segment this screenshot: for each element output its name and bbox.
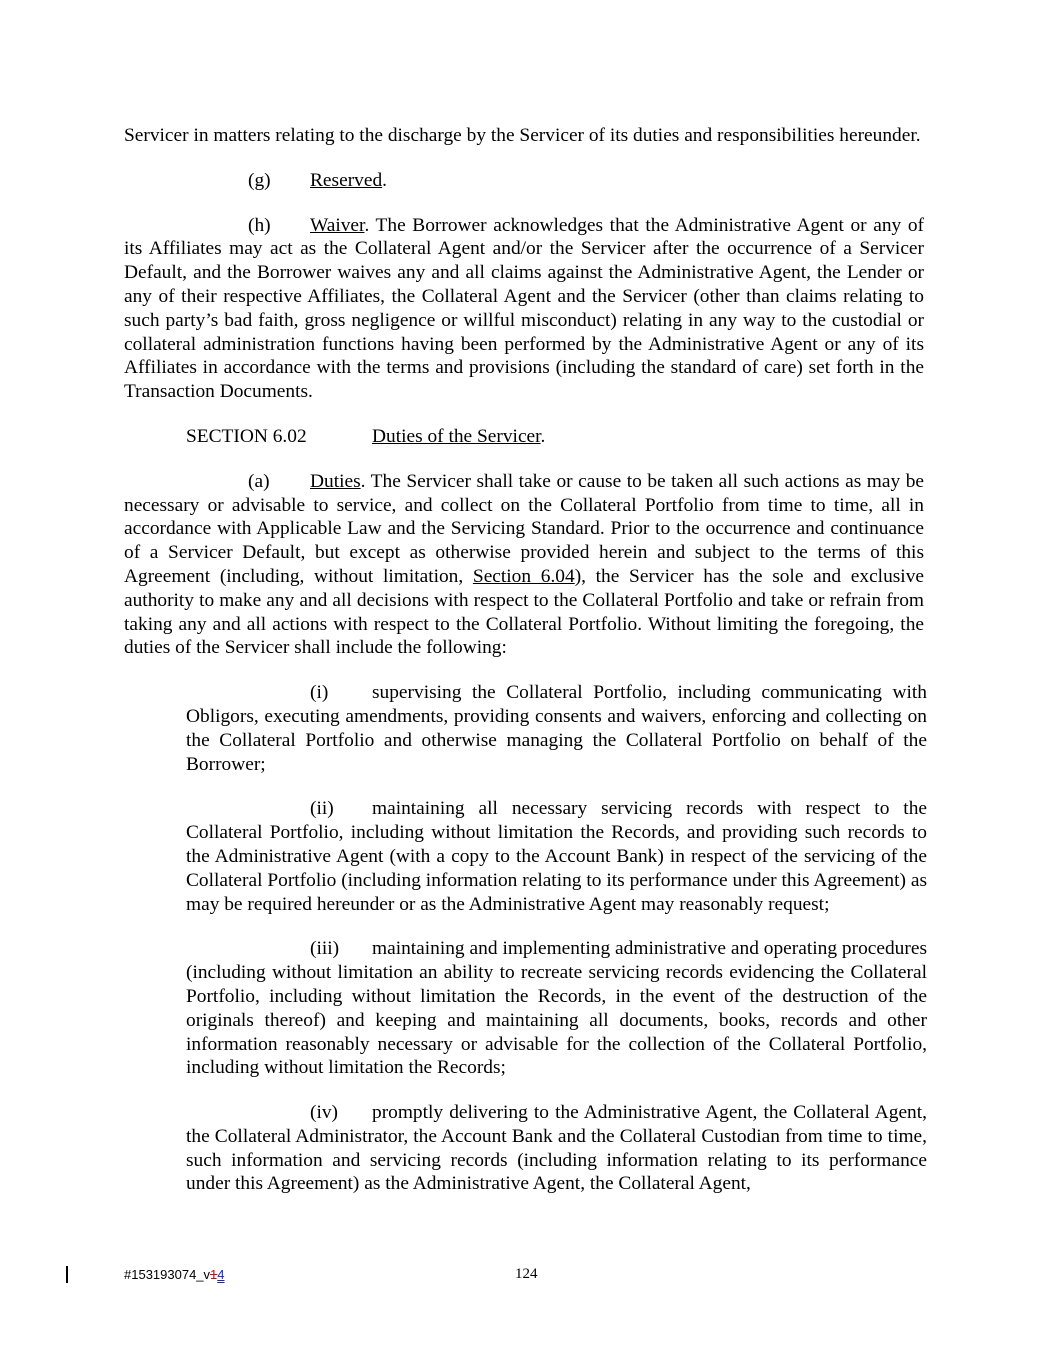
- clause-number: (g): [248, 169, 271, 191]
- clause-heading: Duties: [310, 470, 361, 492]
- clause-heading: Reserved: [310, 169, 383, 191]
- item-number: (iv): [310, 1102, 338, 1124]
- clause-a: [124, 470, 924, 660]
- section-heading: SECTION 6.02 Duties of the Servicer.: [186, 425, 546, 447]
- clause-number: (a): [248, 470, 270, 492]
- clause-g: (g) Reserved.: [248, 169, 388, 191]
- clause-number: (h): [248, 214, 271, 236]
- clause-text: ), the Servicer has the sole and exclusive authority to make any and all decisions with respect to the Collateral Portfolio and take or refrain from taking any and all actions with respect to the Collateral Portfolio. Without limiting the foregoing, the duties of the Servicer shall include the following:: [124, 565, 924, 659]
- list-item: [186, 1101, 927, 1196]
- section-title: Duties of the Servicer: [372, 425, 541, 447]
- item-text: supervising the Collateral Portfolio, including communicating with Obligors, executing amendments, providing consents and waivers, enforcing and collecting on the Collateral Portfolio and otherwise managing the Collateral Portfolio on behalf of the Borrower;: [186, 682, 927, 775]
- item-number: (iii): [310, 938, 340, 960]
- inserted-text: 4: [217, 1267, 225, 1282]
- clause-text: . The Borrower acknowledges that the Administrative Agent or any of its Affiliates may act as the Collateral Agent and/or the Servicer after the occurrence of a Servicer Default, and the Borrower waives any and all claims against the Administrative Agent, the Lender or any of their respective Affiliates, the Collateral Agent and the Servicer (other than claims relating to such party’s bad faith, gross negligence or willful misconduct) relating in any way to the custodial or collateral administration functions having been performed by the Administrative Agent or any of its Affiliates in accordance with the terms and provisions (including the standard of care) set forth in the Transaction Documents.: [124, 214, 924, 403]
- list-item: [186, 937, 927, 1080]
- list-item: [186, 681, 927, 776]
- item-number: (ii): [310, 798, 334, 820]
- deleted-text: 1: [210, 1267, 218, 1282]
- clause-text: . The Servicer shall take or cause to be taken all such actions as may be necessary or advisable to service, and collect on the Collateral Portfolio from time to time, all in accordance with Applicable Law and the Servicing Standard. Prior to the occurrence and continuance of a Servicer Default, but except as otherwise provided herein and subject to the terms of this Agreement (including, without limitation,: [124, 470, 924, 587]
- item-number: (i): [310, 682, 329, 704]
- clause-h: [124, 214, 924, 404]
- change-bar: [66, 1266, 68, 1283]
- cross-reference-link[interactable]: Section 6.04: [472, 565, 575, 587]
- paragraph-continued: Servicer in matters relating to the discharge by the Servicer of its duties and responsibilities hereunder.: [124, 125, 921, 146]
- page-footer: [0, 1266, 1055, 1286]
- item-text: maintaining all necessary servicing records with respect to the Collateral Portfolio, including without limitation the Records, and providing such records to the Administrative Agent (with a copy to the Account Bank) in respect of the servicing of the Collateral Portfolio (including information relating to its performance under this Agreement) as may be required hereunder or as the Administrative Agent may reasonably request;: [186, 798, 927, 915]
- clause-heading: Waiver: [310, 214, 365, 236]
- section-number: SECTION 6.02: [186, 425, 307, 447]
- item-text: promptly delivering to the Administrative Agent, the Collateral Agent, the Collateral Administrator, the Account Bank and the Collateral Custodian from time to time, such information and servicing records (including information relating to its performance under this Agreement) as the Administrative Agent, the Collateral Agent,: [186, 1102, 927, 1195]
- sub-items: [186, 681, 927, 1196]
- document-body: [124, 124, 927, 1196]
- list-item: [186, 797, 927, 916]
- page-number: 124: [515, 1266, 538, 1282]
- document-id: #153193074_v14: [124, 1267, 225, 1282]
- item-text: maintaining and implementing administrative and operating procedures (including without limitation an ability to recreate servicing records evidencing the Collateral Portfolio, including without limitation the Records, in the event of the destruction of the originals thereof) and keeping and maintaining all documents, books, records and other information reasonably necessary or advisable for the collection of the Collateral Portfolio, including without limitation the Records;: [186, 938, 927, 1079]
